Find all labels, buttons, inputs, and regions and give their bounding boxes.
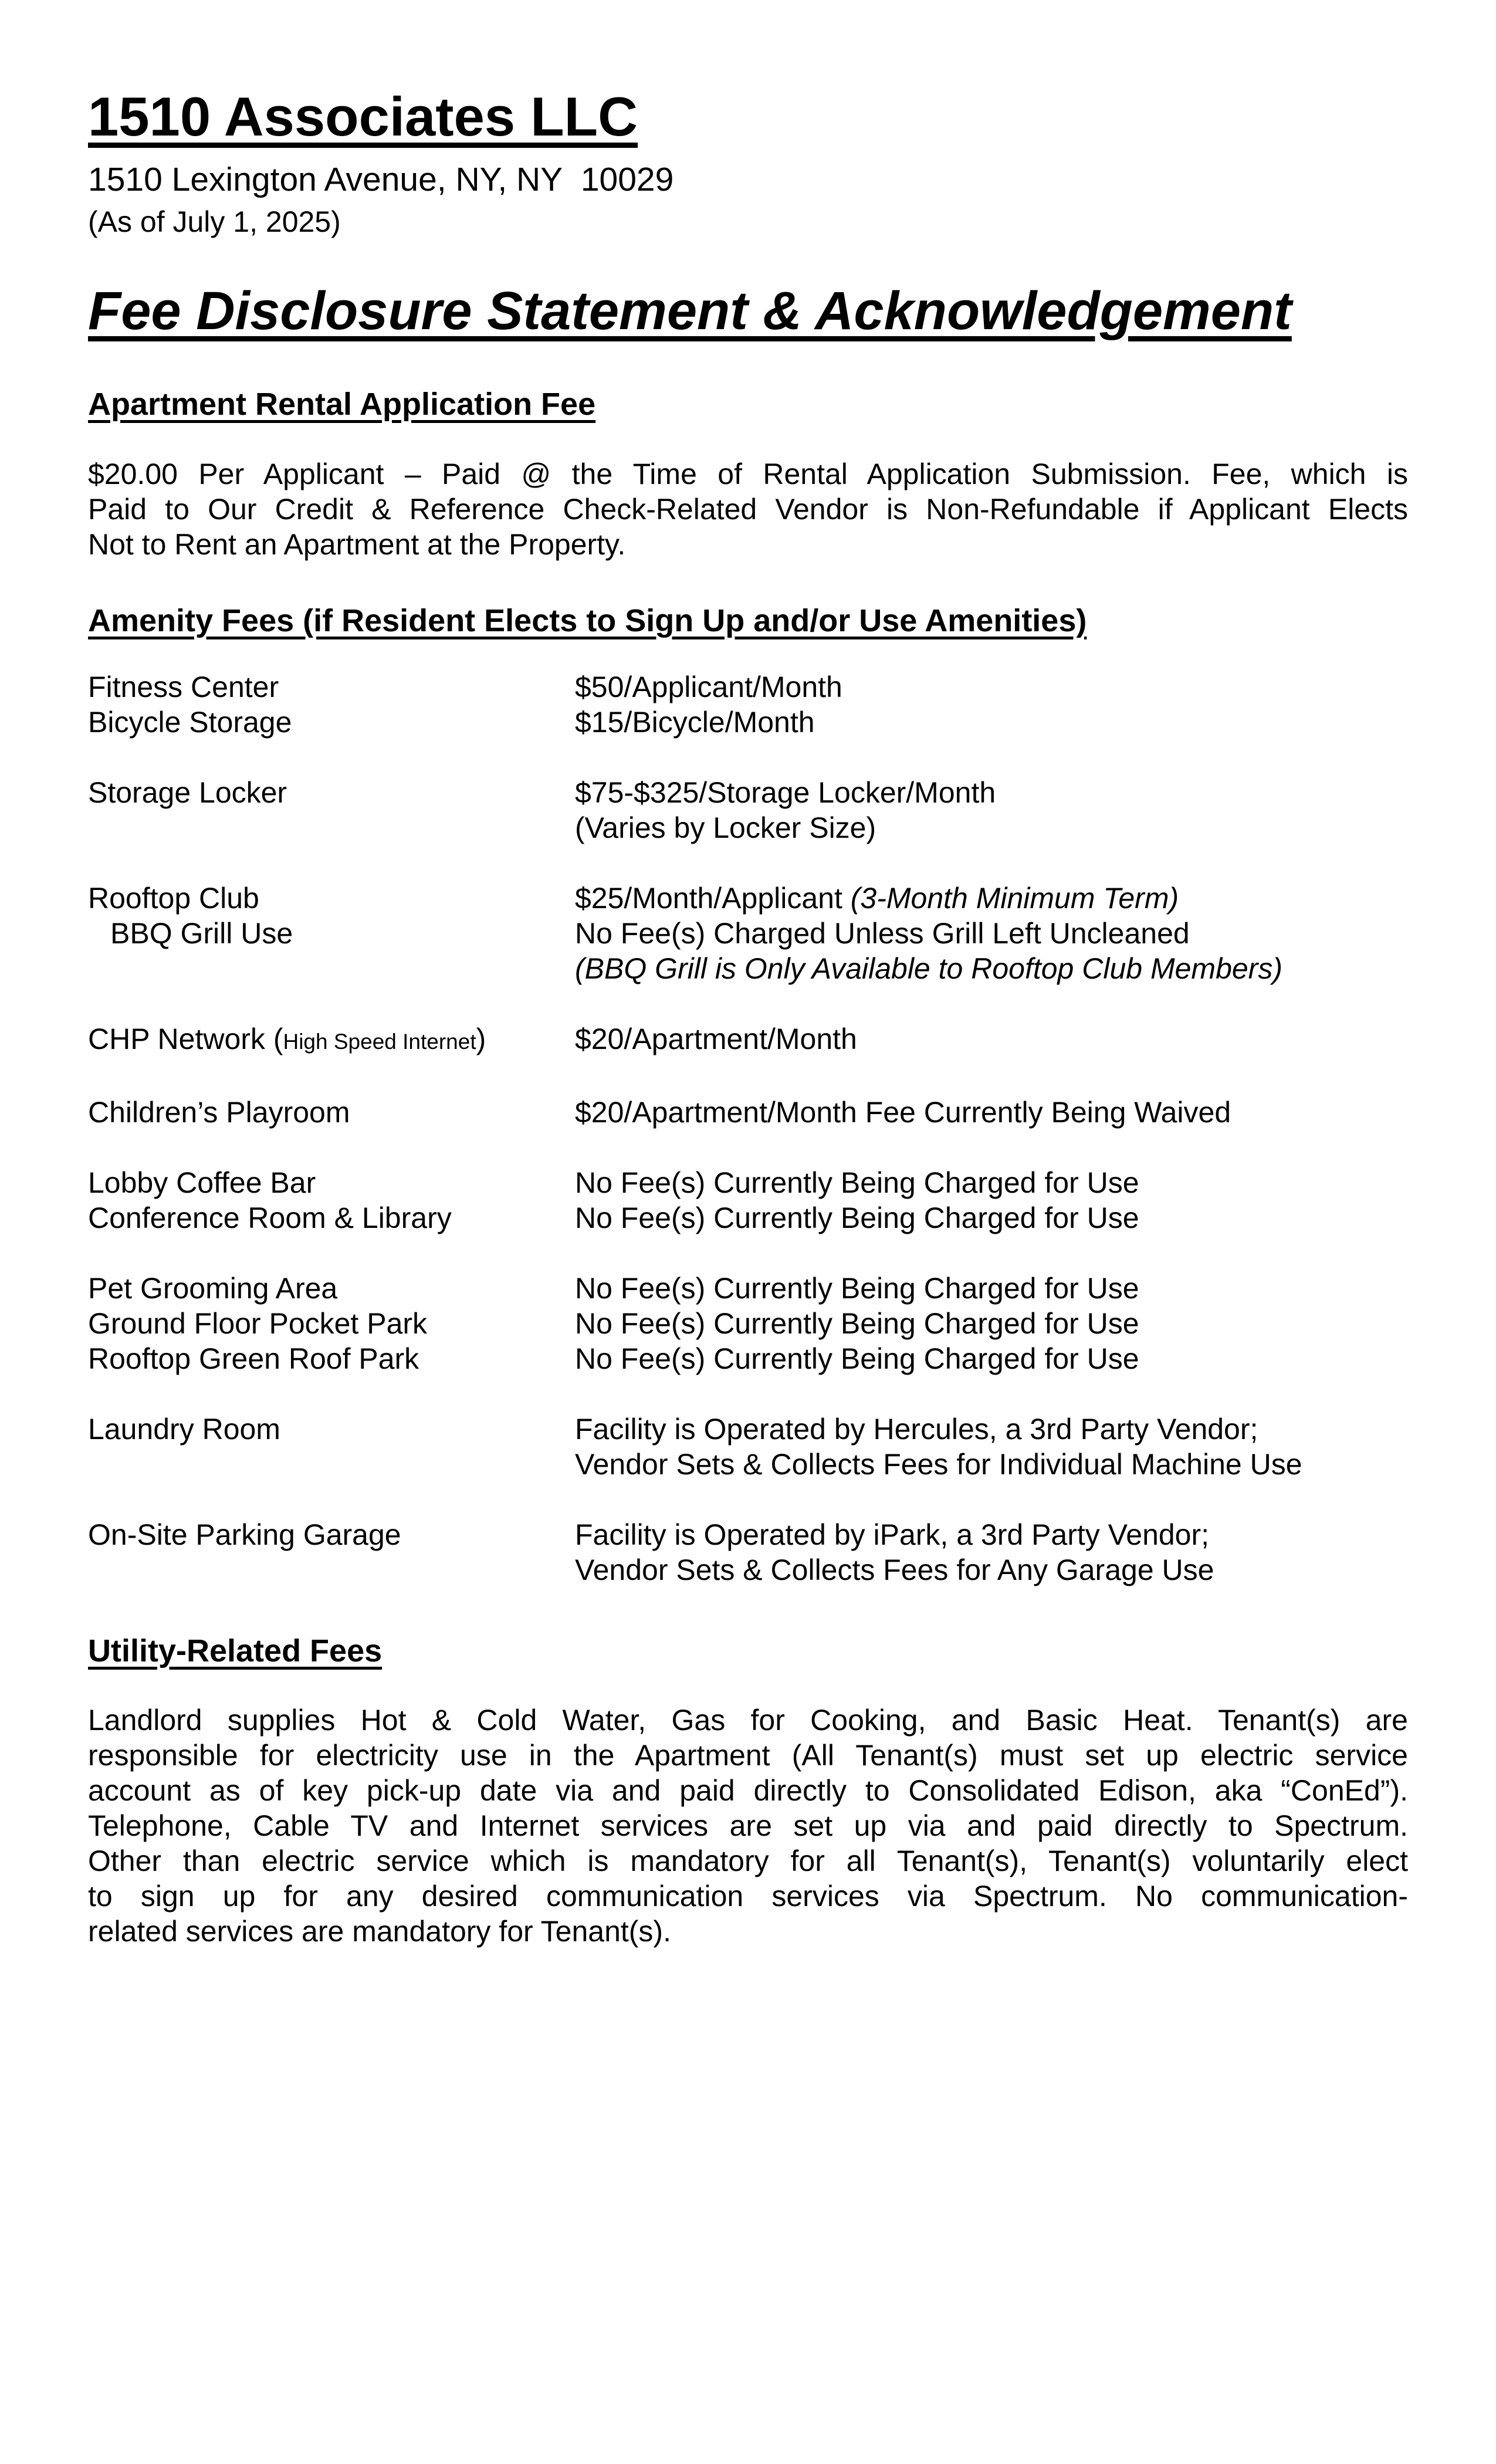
application-fee-heading: Apartment Rental Application Fee	[88, 387, 596, 422]
fee-group	[88, 669, 1408, 740]
paragraph-line: $20.00 Per Applicant – Paid @ the Time of Rental Application Submission. Fee, which is	[88, 457, 1408, 490]
fee-value-line: Facility is Operated by Hercules, a 3rd Party Vendor;	[575, 1412, 1258, 1446]
fee-value	[575, 1412, 1408, 1482]
fee-label	[88, 1021, 575, 1060]
fee-label: Storage Locker	[88, 776, 287, 809]
fee-group	[88, 1517, 1408, 1588]
fee-label: Rooftop Club	[88, 881, 259, 915]
fee-value: No Fee(s) Currently Being Charged for Use	[575, 1201, 1139, 1234]
fee-value: $50/Applicant/Month	[575, 670, 842, 703]
paragraph-line: account as of key pick-up date via and paid directly to Consolidated Edison, aka “ConEd”).	[88, 1774, 1408, 1808]
fee-value-italic-note: (3-Month Minimum Term)	[850, 881, 1179, 915]
fee-row-rooftop-club	[88, 881, 1408, 916]
paragraph-line: Not to Rent an Apartment at the Property.	[88, 527, 626, 561]
fee-value: $20/Apartment/Month Fee Currently Being Waived	[575, 1095, 1231, 1129]
fee-row-chp-network	[88, 1021, 1408, 1060]
fee-value	[575, 916, 1408, 986]
fee-row-storage-locker	[88, 775, 1408, 845]
section-utility-fees	[88, 1632, 1408, 1949]
fee-group	[88, 1095, 1408, 1130]
paragraph-line: Landlord supplies Hot & Cold Water, Gas for Cooking, and Basic Heat. Tenant(s) are	[88, 1704, 1408, 1737]
fee-row-bbq-grill-use	[88, 916, 1408, 986]
application-fee-paragraph	[88, 456, 1408, 562]
fee-group	[88, 1412, 1408, 1482]
fee-value: $15/Bicycle/Month	[575, 705, 815, 739]
amenity-fees-heading: Amenity Fees (if Resident Elects to Sign Up and/or Use Amenities)	[88, 603, 1087, 638]
fee-group	[88, 1271, 1408, 1376]
fee-value-line: No Fee(s) Charged Unless Grill Left Uncleaned	[575, 916, 1190, 950]
fee-label: On-Site Parking Garage	[88, 1518, 401, 1551]
fee-label: Children’s Playroom	[88, 1095, 350, 1129]
fee-group	[88, 1021, 1408, 1060]
fee-label-text: )	[476, 1022, 486, 1055]
utility-fees-paragraph	[88, 1703, 1408, 1949]
fee-label: Rooftop Green Roof Park	[88, 1342, 419, 1375]
as-of-date: (As of July 1, 2025)	[88, 205, 341, 238]
fee-value: $20/Apartment/Month	[575, 1022, 857, 1055]
paragraph-line: Other than electric service which is mandatory for all Tenant(s), Tenant(s) voluntarily elect	[88, 1844, 1408, 1878]
fee-value-line: (Varies by Locker Size)	[575, 811, 876, 844]
letterhead	[88, 87, 1408, 239]
fee-row-childrens-playroom	[88, 1095, 1408, 1130]
amenity-fee-table	[88, 669, 1408, 1588]
fee-label: Lobby Coffee Bar	[88, 1166, 316, 1199]
fee-value	[575, 1517, 1408, 1588]
fee-value-line: Vendor Sets & Collects Fees for Individual Machine Use	[575, 1447, 1302, 1481]
company-name: 1510 Associates LLC	[88, 86, 638, 147]
fee-row-bicycle-storage	[88, 705, 1408, 740]
fee-value: No Fee(s) Currently Being Charged for Use	[575, 1166, 1139, 1199]
fee-row-on-site-parking-garage	[88, 1517, 1408, 1588]
document-title: Fee Disclosure Statement & Acknowledgement	[88, 280, 1292, 341]
section-application-fee	[88, 385, 1408, 562]
fee-label: BBQ Grill Use	[110, 916, 293, 950]
fee-label: Pet Grooming Area	[88, 1271, 338, 1305]
section-amenity-fees	[88, 602, 1408, 1588]
fee-row-laundry-room	[88, 1412, 1408, 1482]
fee-label-text: CHP Network (	[88, 1022, 283, 1055]
paragraph-line: Paid to Our Credit & Reference Check-Related Vendor is Non-Refundable if Applicant Elects	[88, 492, 1408, 526]
fee-label: Fitness Center	[88, 670, 279, 703]
paragraph-line: Telephone, Cable TV and Internet services are set up via and paid directly to Spectrum.	[88, 1809, 1408, 1843]
company-address: 1510 Lexington Avenue, NY, NY 10029	[88, 160, 674, 198]
fee-value	[575, 775, 1408, 845]
fee-label-small-note: High Speed Internet	[283, 1029, 476, 1054]
fee-value: No Fee(s) Currently Being Charged for Use	[575, 1307, 1139, 1340]
paragraph-line: responsible for electricity use in the Apartment (All Tenant(s) must set up electric service	[88, 1739, 1408, 1772]
fee-value-italic-note: (BBQ Grill is Only Available to Rooftop Club Members)	[575, 952, 1282, 985]
paragraph-line: related services are mandatory for Tenant(s).	[88, 1915, 671, 1948]
fee-value-text: $25/Month/Applicant	[575, 881, 851, 915]
fee-label: Ground Floor Pocket Park	[88, 1307, 428, 1340]
fee-row-conference-room-library	[88, 1200, 1408, 1236]
fee-value: No Fee(s) Currently Being Charged for Use	[575, 1342, 1139, 1375]
fee-label: Conference Room & Library	[88, 1201, 452, 1234]
fee-row-pet-grooming-area	[88, 1271, 1408, 1306]
fee-row-lobby-coffee-bar	[88, 1165, 1408, 1200]
fee-group	[88, 775, 1408, 845]
fee-value-line: Vendor Sets & Collects Fees for Any Garage Use	[575, 1553, 1214, 1586]
fee-group	[88, 881, 1408, 986]
fee-group	[88, 1165, 1408, 1236]
fee-value-line: Facility is Operated by iPark, a 3rd Party Vendor;	[575, 1518, 1210, 1551]
fee-row-rooftop-green-roof-park	[88, 1341, 1408, 1376]
fee-value: No Fee(s) Currently Being Charged for Use	[575, 1271, 1139, 1305]
fee-row-fitness-center	[88, 669, 1408, 705]
utility-fees-heading: Utility-Related Fees	[88, 1633, 383, 1668]
paragraph-line: to sign up for any desired communication services via Spectrum. No communication-	[88, 1880, 1408, 1913]
fee-label: Laundry Room	[88, 1412, 280, 1446]
fee-row-ground-floor-pocket-park	[88, 1306, 1408, 1341]
fee-value-line: $75-$325/Storage Locker/Month	[575, 776, 996, 809]
fee-value	[575, 881, 1408, 916]
fee-label: Bicycle Storage	[88, 705, 292, 739]
